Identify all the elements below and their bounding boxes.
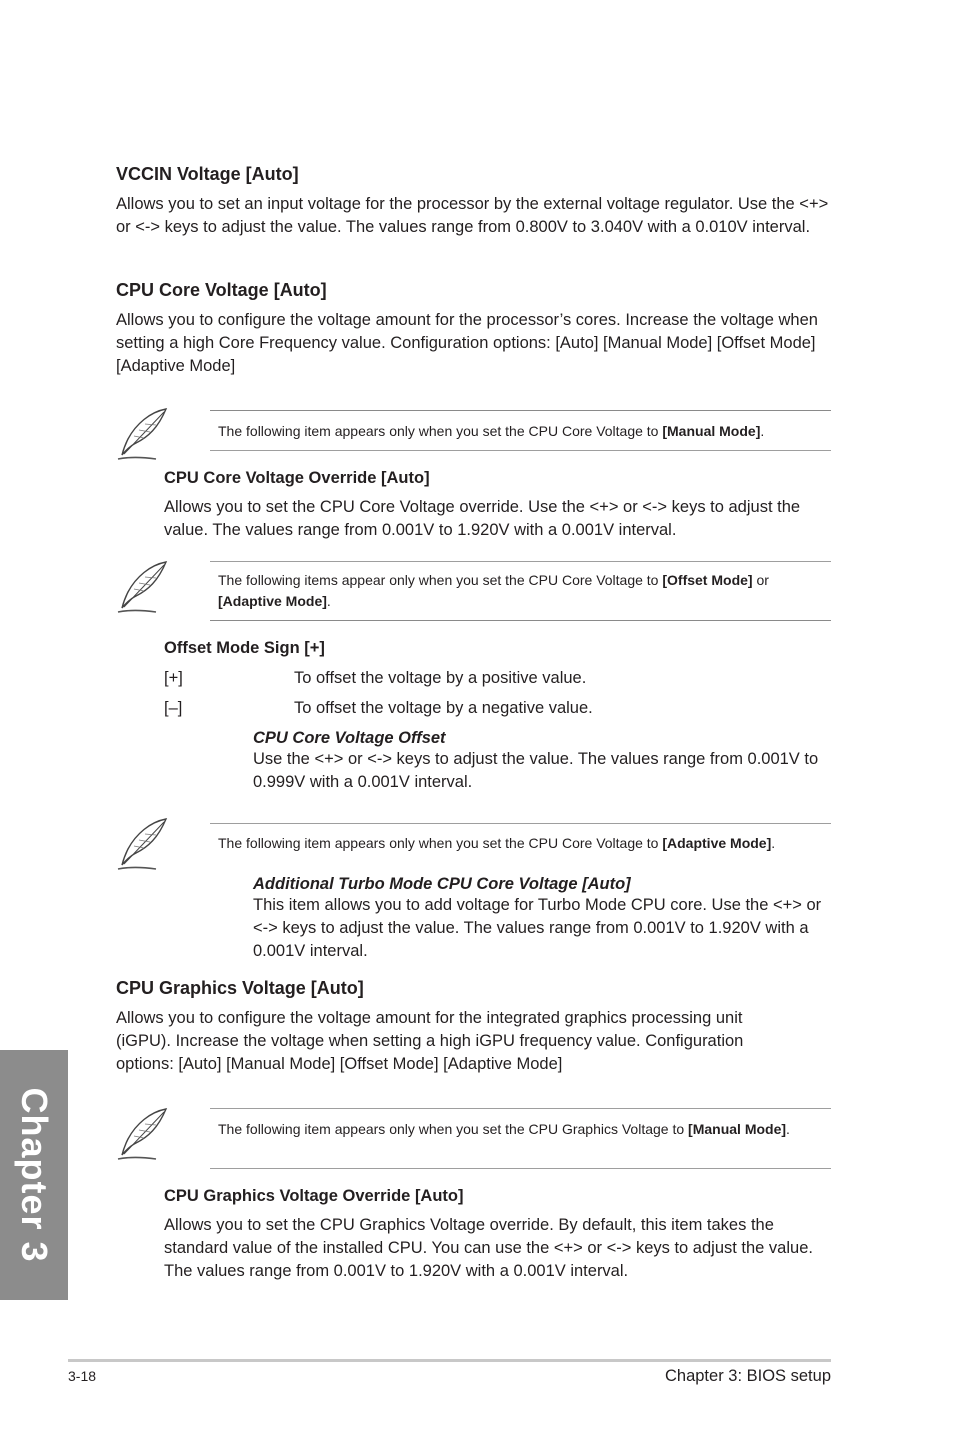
note-bold: [Manual Mode] [662, 423, 761, 439]
note-text: The following item appears only when you set the CPU Core Voltage to [218, 835, 663, 851]
note-bold-adaptive: [Adaptive Mode] [218, 593, 327, 609]
cpu-graphics-voltage-override-description: Allows you to set the CPU Graphics Voltage override. By default, this item takes the standard value of the installed CPU. You can use the <+> or <-> keys to adjust the value. The values range from 0.001V to 1.920V with a 0.001V interval. [164, 1216, 813, 1280]
vccin-voltage-description: Allows you to set an input voltage for the processor by the external voltage regulator. Use the <+> or <-> keys to adjust the value. The values range from 0.800V to 3.040V with a 0.010V interval. [116, 195, 829, 236]
note-feather-icon [114, 816, 172, 872]
note-end: . [771, 835, 776, 851]
cpu-core-voltage-offset-heading: CPU Core Voltage Offset [253, 729, 446, 747]
note-bold: [Adaptive Mode] [662, 835, 772, 851]
note-top-rule [210, 561, 831, 562]
cpu-core-voltage-offset-description: Use the <+> or <-> keys to adjust the value. The values range from 0.001V to 0.999V with a 0.001V interval. [253, 750, 819, 791]
note-graphics-manual-mode [218, 1119, 808, 1140]
cpu-graphics-voltage-description: Allows you to configure the voltage amount for the integrated graphics processing unit (iGPU). Increase the voltage when setting a high iGPU frequency value. Configuration options: [Auto] [Manual Mode] [Offset Mode] [Adaptive Mode] [116, 1009, 744, 1073]
cpu-core-voltage-override-heading: CPU Core Voltage Override [Auto] [164, 469, 430, 487]
cpu-core-voltage-override-description: Allows you to set the CPU Core Voltage override. Use the <+> or <-> keys to adjust the value. The values range from 0.001V to 1.920V with a 0.001V interval. [164, 498, 801, 539]
note-manual-mode [218, 421, 828, 442]
option-key: [+] [164, 669, 183, 687]
note-feather-icon [114, 559, 172, 615]
cpu-graphics-voltage-override-heading: CPU Graphics Voltage Override [Auto] [164, 1187, 464, 1205]
chapter-side-tab [0, 1050, 68, 1300]
note-end: . [760, 423, 765, 439]
chapter-tab-label: Chapter 3 [14, 1087, 55, 1263]
note-text: The following item appears only when you set the CPU Core Voltage to [218, 423, 663, 439]
note-top-rule [210, 410, 831, 411]
note-feather-icon [114, 406, 172, 462]
additional-turbo-voltage-heading: Additional Turbo Mode CPU Core Voltage [Auto] [253, 875, 631, 893]
vccin-voltage-heading: VCCIN Voltage [Auto] [116, 164, 299, 184]
note-feather-icon [114, 1106, 172, 1162]
footer-rule [68, 1359, 831, 1362]
note-top-rule [210, 1108, 831, 1109]
note-top-rule [210, 823, 831, 824]
note-bold-offset: [Offset Mode] [662, 572, 753, 588]
note-offset-adaptive [218, 570, 828, 612]
cpu-core-voltage-description: Allows you to configure the voltage amount for the processor’s cores. Increase the voltage when setting a high Core Frequency value. Configuration options: [Auto] [Manual Mode] [Offset Mode] [Adaptive Mode] [116, 311, 818, 375]
option-description: To offset the voltage by a negative value. [294, 699, 593, 717]
note-adaptive-mode [218, 833, 828, 854]
note-bottom-rule [210, 1168, 831, 1169]
note-text: The following items appear only when you set the CPU Core Voltage to [218, 572, 663, 588]
note-text: The following item appears only when you set the CPU Graphics Voltage to [218, 1121, 689, 1137]
note-end: . [786, 1121, 790, 1137]
option-key: [–] [164, 699, 183, 717]
note-bottom-rule [210, 620, 831, 621]
note-mid: or [752, 572, 769, 588]
additional-turbo-voltage-description: This item allows you to add voltage for Turbo Mode CPU core. Use the <+> or <-> keys to adjust the value. The values range from 0.001V to 1.920V with a 0.001V interval. [253, 896, 822, 960]
cpu-core-voltage-heading: CPU Core Voltage [Auto] [116, 280, 327, 300]
footer-chapter-title: Chapter 3: BIOS setup [664, 1367, 831, 1385]
offset-mode-sign-heading: Offset Mode Sign [+] [164, 639, 325, 657]
note-bottom-rule [210, 450, 831, 451]
option-description: To offset the voltage by a positive value. [294, 669, 587, 687]
note-end: . [326, 593, 331, 609]
cpu-graphics-voltage-heading: CPU Graphics Voltage [Auto] [116, 978, 364, 998]
note-bold: [Manual Mode] [688, 1121, 787, 1137]
page-number: 3-18 [68, 1368, 97, 1384]
